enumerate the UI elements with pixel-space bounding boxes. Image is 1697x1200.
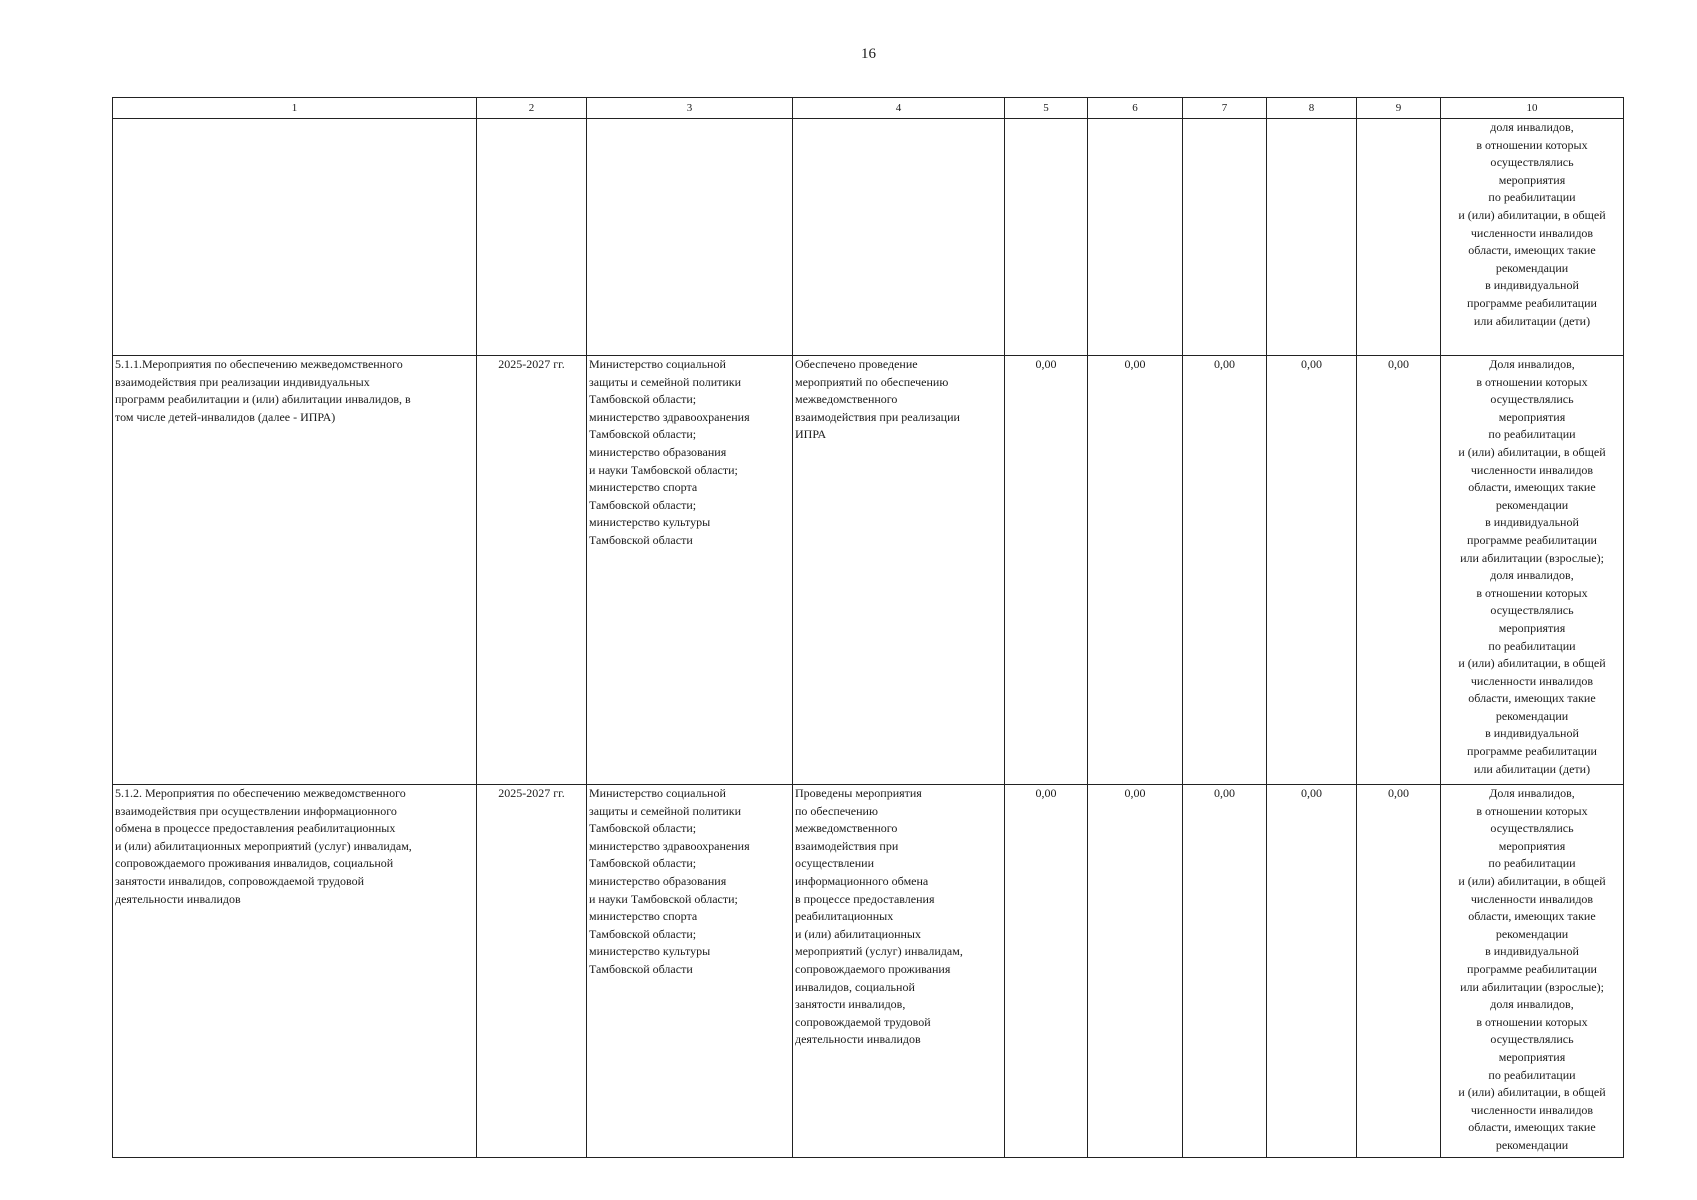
header-cell: 4 [793, 98, 1005, 119]
cell-period [477, 119, 587, 356]
header-cell: 5 [1005, 98, 1088, 119]
cell-executors: Министерство социальной защиты и семейной политики Тамбовской области; министерство здравоохранения Тамбовской области; министерство образования и науки Тамбовской области; министерство спорта Тамбовской области; министерство культуры Тамбовской области [587, 785, 793, 1158]
cell-value [1357, 119, 1441, 356]
cell-period: 2025-2027 гг. [477, 785, 587, 1158]
cell-indicator: Доля инвалидов, в отношении которых осуществлялись мероприятия по реабилитации и (или) абилитации, в общей численности инвалидов области, имеющих такие рекомендации в индивидуальной программе реабилитации или абилитации (взрослые); доля инвалидов, в отношении которых осуществлялись мероприятия по реабилитации и (или) абилитации, в общей численности инвалидов области, имеющих такие рекомендации в индивидуальной программе реабилитации или абилитации (дети) [1441, 356, 1624, 785]
header-cell: 10 [1441, 98, 1624, 119]
header-cell: 6 [1088, 98, 1183, 119]
header-cell: 8 [1267, 98, 1357, 119]
cell-executors: Министерство социальной защиты и семейной политики Тамбовской области; министерство здравоохранения Тамбовской области; министерство образования и науки Тамбовской области; министерство спорта Тамбовской области; министерство культуры Тамбовской области [587, 356, 793, 785]
cell-value: 0,00 [1183, 785, 1267, 1158]
cell-value: 0,00 [1088, 356, 1183, 785]
cell-value [1183, 119, 1267, 356]
table-row [113, 785, 1624, 1158]
table-row [113, 119, 1624, 356]
cell-value [1005, 119, 1088, 356]
cell-value [1267, 119, 1357, 356]
cell-activity: 5.1.2. Мероприятия по обеспечению межведомственного взаимодействия при осуществлении информационного обмена в процессе предоставления реабилитационных и (или) абилитационных мероприятий (услуг) инвалидам, сопровождаемого проживания инвалидов, социальной занятости инвалидов, сопровождаемой трудовой деятельности инвалидов [113, 785, 477, 1158]
header-cell: 9 [1357, 98, 1441, 119]
cell-value: 0,00 [1005, 785, 1088, 1158]
cell-value: 0,00 [1183, 356, 1267, 785]
cell-result [793, 119, 1005, 356]
cell-value: 0,00 [1357, 356, 1441, 785]
header-cell: 7 [1183, 98, 1267, 119]
table-row [113, 356, 1624, 785]
cell-activity [113, 119, 477, 356]
cell-result: Обеспечено проведение мероприятий по обеспечению межведомственного взаимодействия при реализации ИПРА [793, 356, 1005, 785]
cell-period: 2025-2027 гг. [477, 356, 587, 785]
cell-indicator: доля инвалидов, в отношении которых осуществлялись мероприятия по реабилитации и (или) абилитации, в общей численности инвалидов области, имеющих такие рекомендации в индивидуальной программе реабилитации или абилитации (дети) [1441, 119, 1624, 356]
header-cell: 1 [113, 98, 477, 119]
cell-executors [587, 119, 793, 356]
cell-result: Проведены мероприятия по обеспечению межведомственного взаимодействия при осуществлении информационного обмена в процессе предоставления реабилитационных и (или) абилитационных мероприятий (услуг) инвалидам, сопровождаемого проживания инвалидов, социальной занятости инвалидов, сопровождаемой трудовой деятельности инвалидов [793, 785, 1005, 1158]
cell-activity: 5.1.1.Мероприятия по обеспечению межведомственного взаимодействия при реализации индивидуальных программ реабилитации и (или) абилитации инвалидов, в том числе детей-инвалидов (далее - ИПРА) [113, 356, 477, 785]
cell-value: 0,00 [1357, 785, 1441, 1158]
cell-indicator: Доля инвалидов, в отношении которых осуществлялись мероприятия по реабилитации и (или) абилитации, в общей численности инвалидов области, имеющих такие рекомендации в индивидуальной программе реабилитации или абилитации (взрослые); доля инвалидов, в отношении которых осуществлялись мероприятия по реабилитации и (или) абилитации, в общей численности инвалидов области, имеющих такие рекомендации [1441, 785, 1624, 1158]
table-header-row [113, 98, 1624, 119]
program-table [112, 97, 1624, 1158]
header-cell: 3 [587, 98, 793, 119]
cell-value: 0,00 [1088, 785, 1183, 1158]
page-number: 16 [861, 46, 876, 62]
cell-value: 0,00 [1005, 356, 1088, 785]
cell-value [1088, 119, 1183, 356]
cell-value: 0,00 [1267, 356, 1357, 785]
header-cell: 2 [477, 98, 587, 119]
cell-value: 0,00 [1267, 785, 1357, 1158]
